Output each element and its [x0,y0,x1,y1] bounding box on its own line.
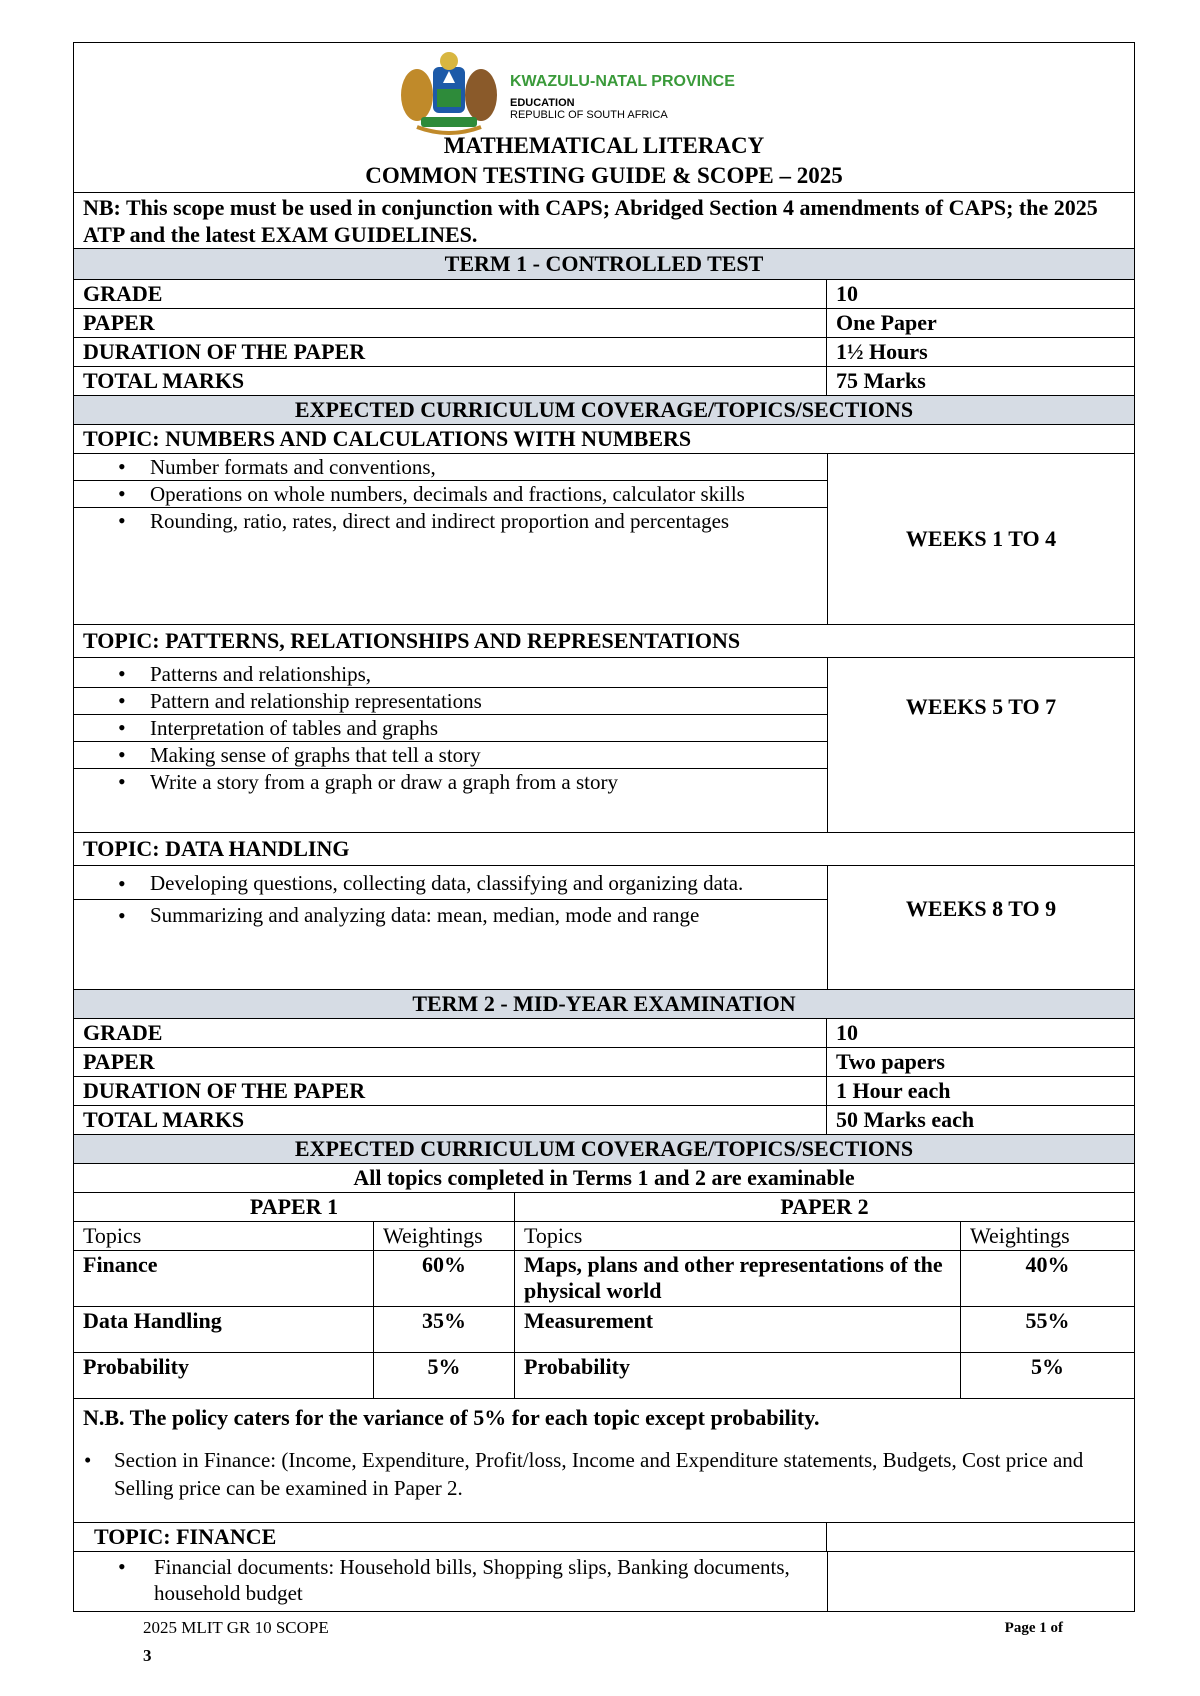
term1-duration-label: DURATION OF THE PAPER [74,338,827,366]
term2-paper-label: PAPER [74,1048,827,1076]
footer-page-total: 3 [143,1646,152,1665]
title-line-2: COMMON TESTING GUIDE & SCOPE – 2025 [365,163,843,188]
term1-coverage-heading: EXPECTED CURRICULUM COVERAGE/TOPICS/SECTIONS [294,397,914,422]
policy-note: N.B. The policy caters for the variance of 5% for each topic except probability. [83,1405,820,1430]
list-item: • Operations on whole numbers, decimals and fractions, calculator skills [74,481,827,508]
term2-heading: TERM 2 - MID-YEAR EXAMINATION [412,991,796,1016]
table-cell: Maps, plans and other representations of the physical world [515,1251,961,1306]
paper1-label: PAPER 1 [74,1193,515,1221]
term2-grade-value: 10 [836,1020,858,1045]
table-cell: 5% [1031,1354,1064,1379]
table-header: Weightings [970,1223,1070,1248]
term1-heading: TERM 1 - CONTROLLED TEST [444,251,764,276]
table-cell: 5% [374,1353,515,1398]
term2-duration-label: DURATION OF THE PAPER [74,1077,827,1105]
topic-title: TOPIC: PATTERNS, RELATIONSHIPS AND REPRESENTATIONS [83,628,741,653]
footer-page-label: Page 1 of [1004,1620,1063,1636]
term2-marks-label: TOTAL MARKS [74,1106,827,1134]
title-line-1: MATHEMATICAL LITERACY [443,133,765,158]
finance-note-text: Section in Finance: (Income, Expenditure, Profit/loss, Income and Expenditure statements, Budgets, Cost price and Selling price can be examined in Paper 2. [114,1448,1084,1500]
table-cell: Probability [74,1353,374,1398]
scope-document [73,42,1135,1612]
table-cell: 40% [1025,1252,1070,1277]
table-header: Topics [515,1222,961,1250]
list-item: • Number formats and conventions, [74,454,827,481]
term1-paper-value: One Paper [836,310,937,335]
finance-note [74,1432,1134,1502]
term2-grade-label: GRADE [74,1019,827,1047]
table-cell: Measurement [515,1307,961,1352]
bullet-icon: • [84,1448,92,1472]
list-item: • Interpretation of tables and graphs [74,715,827,742]
list-item: • Summarizing and analyzing data: mean, median, mode and range [74,900,827,931]
document-header [73,42,1135,193]
term1-duration-value: 1½ Hours [836,339,928,364]
logo-province-text: KWAZULU-NATAL PROVINCE [510,73,735,90]
paper2-label: PAPER 2 [780,1194,869,1219]
table-cell: Data Handling [74,1307,374,1352]
weeks-label: WEEKS 8 TO 9 [905,896,1057,921]
term1-marks-value: 75 Marks [836,368,926,393]
weeks-label: WEEKS 1 TO 4 [905,526,1057,551]
table-cell: 35% [374,1307,515,1352]
topic-title: TOPIC: FINANCE [74,1523,827,1551]
table-cell: Probability [515,1353,961,1398]
term2-marks-value: 50 Marks each [836,1107,975,1132]
term2-coverage-heading: EXPECTED CURRICULUM COVERAGE/TOPICS/SECTIONS [294,1136,914,1161]
term2-duration-value: 1 Hour each [836,1078,951,1103]
logo-country-text: REPUBLIC OF SOUTH AFRICA [510,109,668,121]
term1-grade-label: GRADE [74,280,827,308]
kzn-logo [397,47,817,135]
list-item: • Developing questions, collecting data, classifying and organizing data. [74,868,827,900]
table-cell: 55% [1025,1308,1070,1333]
table-cell: Finance [74,1251,374,1306]
table-header: Weightings [374,1222,515,1250]
document-title [74,131,1134,191]
topic-title: TOPIC: NUMBERS AND CALCULATIONS WITH NUMBERS [83,426,692,451]
list-item: • Write a story from a graph or draw a graph from a story [74,769,827,795]
weeks-label: WEEKS 5 TO 7 [905,694,1057,719]
list-item: • Rounding, ratio, rates, direct and indirect proportion and percentages [74,508,827,534]
term1-marks-label: TOTAL MARKS [74,367,827,395]
footer-doc-ref: 2025 MLIT GR 10 SCOPE [143,1618,329,1637]
examinable-note: All topics completed in Terms 1 and 2 are examinable [353,1165,855,1190]
table-header: Topics [74,1222,374,1250]
list-item: • Financial documents: Household bills, Shopping slips, Banking documents, household budget [74,1554,827,1606]
term1-grade-value: 10 [836,281,858,306]
logo-department-text: EDUCATION [510,97,575,109]
coat-of-arms-icon [397,47,501,135]
list-item: • Making sense of graphs that tell a story [74,742,827,769]
term1-paper-label: PAPER [74,309,827,337]
table-cell: 60% [374,1251,515,1306]
nb-note: NB: This scope must be used in conjunction with CAPS; Abridged Section 4 amendments of CAPS; the 2025 ATP and the latest EXAM GUIDELINES. [83,195,1098,247]
topic-title: TOPIC: DATA HANDLING [83,836,350,861]
list-item: • Patterns and relationships, [74,661,827,688]
term2-paper-value: Two papers [836,1049,945,1074]
list-item: • Pattern and relationship representations [74,688,827,715]
